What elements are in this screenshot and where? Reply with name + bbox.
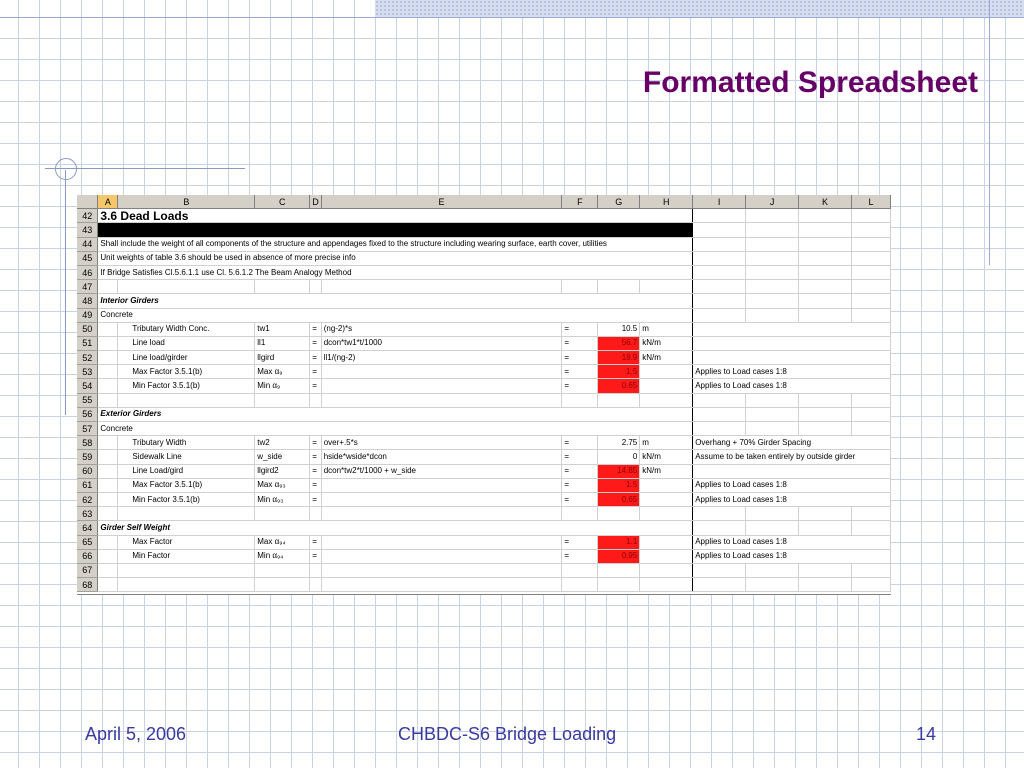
symbol-cell[interactable]: Min α₉ — [255, 379, 310, 393]
empty-cell[interactable] — [321, 280, 562, 294]
empty-cell[interactable] — [118, 280, 255, 294]
empty-cell[interactable] — [746, 507, 799, 521]
empty-cell[interactable] — [693, 578, 746, 592]
equals-cell[interactable]: = — [310, 336, 322, 350]
column-header-a[interactable]: A — [98, 195, 118, 209]
symbol-cell[interactable]: ll1 — [255, 336, 310, 350]
symbol-cell[interactable]: Min α₉₃ — [255, 492, 310, 506]
label-cell[interactable]: Line Load/gird — [118, 464, 255, 478]
empty-cell[interactable] — [693, 521, 746, 535]
empty-cell[interactable] — [746, 407, 799, 421]
symbol-cell[interactable]: tw1 — [255, 322, 310, 336]
formula-cell[interactable]: hside*wside*dcon — [321, 450, 562, 464]
value-cell[interactable]: 56.7 — [598, 336, 640, 350]
text-cell[interactable]: If Bridge Satisfies Cl.5.6.1.1 use Cl. 5.6.1.2 The Beam Analogy Method — [98, 265, 693, 279]
equals-cell[interactable]: = — [562, 351, 598, 365]
row-header[interactable]: 55 — [77, 393, 98, 407]
empty-cell[interactable] — [255, 280, 310, 294]
row-header[interactable]: 58 — [77, 436, 98, 450]
cell-a[interactable] — [98, 336, 118, 350]
empty-cell[interactable] — [310, 578, 322, 592]
value-cell[interactable]: 0.65 — [598, 492, 640, 506]
row-header[interactable]: 61 — [77, 478, 98, 492]
row-header[interactable]: 57 — [77, 422, 98, 436]
empty-cell[interactable] — [562, 280, 598, 294]
sheet-row-68 — [77, 578, 891, 592]
empty-cell[interactable] — [799, 563, 852, 577]
empty-cell[interactable] — [693, 308, 746, 322]
formula-cell[interactable] — [321, 492, 562, 506]
label-cell[interactable]: Sidewalk Line — [118, 450, 255, 464]
empty-cell[interactable] — [851, 393, 890, 407]
empty-cell[interactable] — [851, 521, 890, 535]
sheet-row-46 — [77, 265, 891, 279]
column-header-k[interactable]: K — [799, 195, 852, 209]
equals-cell[interactable]: = — [310, 379, 322, 393]
equals-cell[interactable]: = — [562, 492, 598, 506]
empty-cell[interactable] — [598, 507, 640, 521]
formula-cell[interactable] — [321, 535, 562, 549]
note-cell[interactable]: Assume to be taken entirely by outside girder — [693, 450, 891, 464]
empty-cell[interactable] — [255, 393, 310, 407]
note-cell[interactable]: Applies to Load cases 1:8 — [693, 478, 891, 492]
row-header[interactable]: 51 — [77, 336, 98, 350]
sheet-row-42 — [77, 209, 891, 223]
column-header-e[interactable]: E — [321, 195, 562, 209]
sheet-row-59 — [77, 450, 891, 464]
label-cell[interactable]: Min Factor 3.5.1(b) — [118, 379, 255, 393]
label-cell[interactable]: Line load/girder — [118, 351, 255, 365]
bullet-vertical-rule — [65, 170, 66, 415]
sheet-row-63 — [77, 507, 891, 521]
symbol-cell[interactable]: llgird2 — [255, 464, 310, 478]
value-cell[interactable]: 1.5 — [598, 365, 640, 379]
sheet-row-47 — [77, 280, 891, 294]
sheet-row-55 — [77, 393, 891, 407]
equals-cell[interactable]: = — [562, 365, 598, 379]
sheet-row-51 — [77, 336, 891, 350]
sheet-row-65 — [77, 535, 891, 549]
empty-cell[interactable] — [255, 563, 310, 577]
equals-cell[interactable]: = — [310, 351, 322, 365]
cell-a[interactable] — [98, 492, 118, 506]
empty-cell[interactable] — [562, 507, 598, 521]
symbol-cell[interactable]: tw2 — [255, 436, 310, 450]
note-cell[interactable] — [693, 322, 891, 336]
empty-cell[interactable] — [693, 280, 746, 294]
empty-cell[interactable] — [640, 393, 693, 407]
empty-cell[interactable] — [851, 563, 890, 577]
empty-cell[interactable] — [98, 507, 118, 521]
symbol-cell[interactable]: llgird — [255, 351, 310, 365]
empty-cell[interactable] — [640, 280, 693, 294]
unit-cell[interactable]: m — [640, 322, 693, 336]
empty-cell[interactable] — [851, 251, 890, 265]
row-header[interactable]: 56 — [77, 407, 98, 421]
column-header-d[interactable]: D — [310, 195, 322, 209]
corner-cell[interactable] — [77, 195, 98, 209]
empty-cell[interactable] — [851, 265, 890, 279]
empty-cell[interactable] — [562, 393, 598, 407]
row-header[interactable]: 68 — [77, 578, 98, 592]
sheet-row-52 — [77, 351, 891, 365]
row-header[interactable]: 50 — [77, 322, 98, 336]
equals-cell[interactable]: = — [310, 365, 322, 379]
unit-cell[interactable]: kN/m — [640, 336, 693, 350]
formula-cell[interactable]: ll1/(ng-2) — [321, 351, 562, 365]
row-header[interactable]: 59 — [77, 450, 98, 464]
empty-cell[interactable] — [799, 308, 852, 322]
row-header[interactable]: 52 — [77, 351, 98, 365]
formula-cell[interactable] — [321, 478, 562, 492]
equals-cell[interactable]: = — [562, 379, 598, 393]
label-cell[interactable]: Min Factor 3.5.1(b) — [118, 492, 255, 506]
row-header[interactable]: 64 — [77, 521, 98, 535]
empty-cell[interactable] — [746, 265, 799, 279]
row-header[interactable]: 47 — [77, 280, 98, 294]
sheet-row-61 — [77, 478, 891, 492]
empty-cell[interactable] — [118, 393, 255, 407]
row-header[interactable]: 42 — [77, 209, 98, 223]
empty-cell[interactable] — [598, 578, 640, 592]
empty-cell[interactable] — [799, 251, 852, 265]
footer-title: CHBDC-S6 Bridge Loading — [398, 724, 617, 744]
formula-cell[interactable]: dcon*tw2*t/1000 + w_side — [321, 464, 562, 478]
formula-cell[interactable]: dcon*tw1*t/1000 — [321, 336, 562, 350]
empty-cell[interactable] — [255, 507, 310, 521]
empty-cell[interactable] — [118, 578, 255, 592]
equals-cell[interactable]: = — [310, 464, 322, 478]
unit-cell[interactable] — [640, 492, 693, 506]
sheet-row-50 — [77, 322, 891, 336]
cell-a[interactable] — [98, 379, 118, 393]
sheet-row-64 — [77, 521, 891, 535]
empty-cell[interactable] — [693, 237, 746, 251]
sheet-row-67 — [77, 563, 891, 577]
text-cell[interactable]: Unit weights of table 3.6 should be used in absence of more precise info — [98, 251, 693, 265]
unit-cell[interactable] — [640, 365, 693, 379]
row-header[interactable]: 48 — [77, 294, 98, 308]
label-cell[interactable]: Max Factor — [118, 535, 255, 549]
empty-cell[interactable] — [118, 563, 255, 577]
cell-a[interactable] — [98, 464, 118, 478]
value-cell[interactable]: 0 — [598, 450, 640, 464]
value-cell[interactable]: 1.1 — [598, 535, 640, 549]
equals-cell[interactable]: = — [562, 464, 598, 478]
bullet-circle-icon — [55, 158, 77, 180]
empty-cell[interactable] — [598, 393, 640, 407]
empty-cell[interactable] — [746, 209, 799, 223]
empty-cell[interactable] — [799, 209, 852, 223]
equals-cell[interactable]: = — [310, 535, 322, 549]
empty-cell[interactable] — [851, 507, 890, 521]
bullet-horizontal-rule — [45, 168, 245, 169]
empty-cell[interactable] — [693, 294, 746, 308]
note-cell[interactable]: Applies to Load cases 1:8 — [693, 535, 891, 549]
black-banner[interactable] — [98, 223, 693, 237]
right-vertical-rule — [989, 0, 990, 265]
value-cell[interactable]: 0.95 — [598, 549, 640, 563]
column-header-i[interactable]: I — [693, 195, 746, 209]
symbol-cell[interactable]: Min α₉₄ — [255, 549, 310, 563]
note-cell[interactable]: Applies to Load cases 1:8 — [693, 549, 891, 563]
empty-cell[interactable] — [693, 563, 746, 577]
empty-cell[interactable] — [746, 294, 799, 308]
top-rule — [0, 17, 1024, 18]
text-cell[interactable]: Concrete — [98, 308, 693, 322]
column-header-j[interactable]: J — [746, 195, 799, 209]
equals-cell[interactable]: = — [562, 322, 598, 336]
empty-cell[interactable] — [321, 578, 562, 592]
empty-cell[interactable] — [799, 422, 852, 436]
equals-cell[interactable]: = — [310, 492, 322, 506]
symbol-cell[interactable]: Max α₉₄ — [255, 535, 310, 549]
empty-cell[interactable] — [746, 251, 799, 265]
empty-cell[interactable] — [799, 578, 852, 592]
empty-cell[interactable] — [310, 280, 322, 294]
empty-cell[interactable] — [640, 507, 693, 521]
empty-cell[interactable] — [851, 407, 890, 421]
section-heading[interactable]: 3.6 Dead Loads — [98, 209, 693, 223]
row-header[interactable]: 54 — [77, 379, 98, 393]
formula-cell[interactable] — [321, 549, 562, 563]
empty-cell[interactable] — [321, 393, 562, 407]
note-cell[interactable] — [693, 336, 891, 350]
text-cell[interactable]: Concrete — [98, 422, 693, 436]
empty-cell[interactable] — [799, 294, 852, 308]
empty-cell[interactable] — [799, 223, 852, 237]
label-cell[interactable]: Max Factor 3.5.1(b) — [118, 365, 255, 379]
label-cell[interactable]: Min Factor — [118, 549, 255, 563]
note-cell[interactable]: Applies to Load cases 1:8 — [693, 365, 891, 379]
row-header[interactable]: 65 — [77, 535, 98, 549]
unit-cell[interactable] — [640, 478, 693, 492]
empty-cell[interactable] — [562, 563, 598, 577]
value-cell[interactable]: 0.65 — [598, 379, 640, 393]
empty-cell[interactable] — [851, 237, 890, 251]
row-header[interactable]: 63 — [77, 507, 98, 521]
subsection-heading[interactable]: Exterior Girders — [98, 407, 693, 421]
empty-cell[interactable] — [693, 265, 746, 279]
empty-cell[interactable] — [799, 521, 852, 535]
cell-a[interactable] — [98, 478, 118, 492]
column-header-c[interactable]: C — [255, 195, 310, 209]
sheet-row-53 — [77, 365, 891, 379]
empty-cell[interactable] — [851, 209, 890, 223]
equals-cell[interactable]: = — [562, 450, 598, 464]
empty-cell[interactable] — [118, 507, 255, 521]
sheet-row-62 — [77, 492, 891, 506]
empty-cell[interactable] — [851, 422, 890, 436]
footer-page-number: 14 — [916, 724, 937, 744]
empty-cell[interactable] — [693, 251, 746, 265]
empty-cell[interactable] — [310, 563, 322, 577]
unit-cell[interactable] — [640, 379, 693, 393]
row-header[interactable]: 45 — [77, 251, 98, 265]
sheet-row-49 — [77, 308, 891, 322]
empty-cell[interactable] — [746, 563, 799, 577]
subsection-heading[interactable]: Girder Self Weight — [98, 521, 693, 535]
sheet-row-60 — [77, 464, 891, 478]
unit-cell[interactable] — [640, 535, 693, 549]
label-cell[interactable]: Tributary Width Conc. — [118, 322, 255, 336]
empty-cell[interactable] — [799, 280, 852, 294]
empty-cell[interactable] — [321, 507, 562, 521]
empty-cell[interactable] — [98, 578, 118, 592]
formula-cell[interactable] — [321, 379, 562, 393]
footer-date: April 5, 2006 — [85, 724, 187, 744]
formula-cell[interactable]: (ng-2)*s — [321, 322, 562, 336]
empty-cell[interactable] — [598, 280, 640, 294]
empty-cell[interactable] — [562, 578, 598, 592]
equals-cell[interactable]: = — [562, 478, 598, 492]
note-cell[interactable]: Overhang + 70% Girder Spacing — [693, 436, 891, 450]
equals-cell[interactable]: = — [310, 322, 322, 336]
empty-cell[interactable] — [310, 507, 322, 521]
empty-cell[interactable] — [693, 209, 746, 223]
empty-cell[interactable] — [799, 407, 852, 421]
row-header[interactable]: 49 — [77, 308, 98, 322]
value-cell[interactable]: 2.75 — [598, 436, 640, 450]
spreadsheet-table — [77, 195, 891, 592]
slide-title: Formatted Spreadsheet — [642, 66, 978, 99]
empty-cell[interactable] — [98, 393, 118, 407]
empty-cell[interactable] — [746, 521, 799, 535]
empty-cell[interactable] — [98, 280, 118, 294]
empty-cell[interactable] — [746, 237, 799, 251]
column-header-g[interactable]: G — [598, 195, 640, 209]
unit-cell[interactable]: kN/m — [640, 351, 693, 365]
text-cell[interactable]: Shall include the weight of all components of the structure and appendages fixed to the structure including wearing surface, earth cover, utilities — [98, 237, 693, 251]
equals-cell[interactable]: = — [310, 478, 322, 492]
note-cell[interactable]: Applies to Load cases 1:8 — [693, 492, 891, 506]
column-header-f[interactable]: F — [562, 195, 598, 209]
value-cell[interactable]: 14.85 — [598, 464, 640, 478]
row-header[interactable]: 44 — [77, 237, 98, 251]
empty-cell[interactable] — [746, 223, 799, 237]
empty-cell[interactable] — [693, 223, 746, 237]
label-cell[interactable]: Line load — [118, 336, 255, 350]
column-header-h[interactable]: H — [640, 195, 693, 209]
equals-cell[interactable]: = — [310, 549, 322, 563]
cell-a[interactable] — [98, 535, 118, 549]
sheet-row-54 — [77, 379, 891, 393]
cell-a[interactable] — [98, 365, 118, 379]
label-cell[interactable]: Max Factor 3.5.1(b) — [118, 478, 255, 492]
empty-cell[interactable] — [851, 308, 890, 322]
empty-cell[interactable] — [851, 280, 890, 294]
empty-cell[interactable] — [321, 563, 562, 577]
row-header[interactable]: 46 — [77, 265, 98, 279]
column-header-l[interactable]: L — [851, 195, 890, 209]
empty-cell[interactable] — [746, 578, 799, 592]
empty-cell[interactable] — [746, 308, 799, 322]
cell-a[interactable] — [98, 436, 118, 450]
row-header[interactable]: 66 — [77, 549, 98, 563]
empty-cell[interactable] — [746, 422, 799, 436]
empty-cell[interactable] — [746, 280, 799, 294]
row-header[interactable]: 53 — [77, 365, 98, 379]
subsection-heading[interactable]: Interior Girders — [98, 294, 693, 308]
row-header[interactable]: 60 — [77, 464, 98, 478]
note-cell[interactable] — [693, 464, 891, 478]
sheet-row-48 — [77, 294, 891, 308]
equals-cell[interactable]: = — [310, 450, 322, 464]
empty-cell[interactable] — [851, 578, 890, 592]
row-header[interactable]: 67 — [77, 563, 98, 577]
row-header[interactable]: 43 — [77, 223, 98, 237]
empty-cell[interactable] — [598, 563, 640, 577]
empty-cell[interactable] — [851, 294, 890, 308]
sheet-row-66 — [77, 549, 891, 563]
empty-cell[interactable] — [693, 507, 746, 521]
column-header-b[interactable]: B — [118, 195, 255, 209]
note-cell[interactable] — [693, 351, 891, 365]
value-cell[interactable]: 1.5 — [598, 478, 640, 492]
row-header[interactable]: 62 — [77, 492, 98, 506]
sheet-row-44 — [77, 237, 891, 251]
symbol-cell[interactable]: Max α₉ — [255, 365, 310, 379]
cell-a[interactable] — [98, 351, 118, 365]
empty-cell[interactable] — [98, 563, 118, 577]
formula-cell[interactable] — [321, 365, 562, 379]
cell-a[interactable] — [98, 549, 118, 563]
empty-cell[interactable] — [799, 507, 852, 521]
formula-cell[interactable]: over+.5*s — [321, 436, 562, 450]
cell-a[interactable] — [98, 322, 118, 336]
empty-cell[interactable] — [310, 393, 322, 407]
sheet-row-45 — [77, 251, 891, 265]
unit-cell[interactable]: kN/m — [640, 464, 693, 478]
empty-cell[interactable] — [693, 407, 746, 421]
symbol-cell[interactable]: Max α₉₃ — [255, 478, 310, 492]
empty-cell[interactable] — [799, 237, 852, 251]
unit-cell[interactable]: kN/m — [640, 450, 693, 464]
equals-cell[interactable]: = — [562, 549, 598, 563]
unit-cell[interactable]: m — [640, 436, 693, 450]
empty-cell[interactable] — [799, 265, 852, 279]
empty-cell[interactable] — [851, 223, 890, 237]
empty-cell[interactable] — [746, 393, 799, 407]
sheet-row-43 — [77, 223, 891, 237]
empty-cell[interactable] — [693, 393, 746, 407]
label-cell[interactable]: Tributary Width — [118, 436, 255, 450]
sheet-row-57 — [77, 422, 891, 436]
top-decorative-band — [375, 0, 1024, 17]
equals-cell[interactable]: = — [562, 535, 598, 549]
empty-cell[interactable] — [640, 578, 693, 592]
empty-cell[interactable] — [255, 578, 310, 592]
value-cell[interactable]: 18.9 — [598, 351, 640, 365]
equals-cell[interactable]: = — [310, 436, 322, 450]
sheet-row-58 — [77, 436, 891, 450]
sheet-row-56 — [77, 407, 891, 421]
equals-cell[interactable]: = — [562, 336, 598, 350]
empty-cell[interactable] — [693, 422, 746, 436]
equals-cell[interactable]: = — [562, 436, 598, 450]
empty-cell[interactable] — [799, 393, 852, 407]
spreadsheet-image — [77, 195, 891, 595]
empty-cell[interactable] — [640, 563, 693, 577]
cell-a[interactable] — [98, 450, 118, 464]
unit-cell[interactable] — [640, 549, 693, 563]
symbol-cell[interactable]: w_side — [255, 450, 310, 464]
value-cell[interactable]: 10.5 — [598, 322, 640, 336]
note-cell[interactable]: Applies to Load cases 1:8 — [693, 379, 891, 393]
